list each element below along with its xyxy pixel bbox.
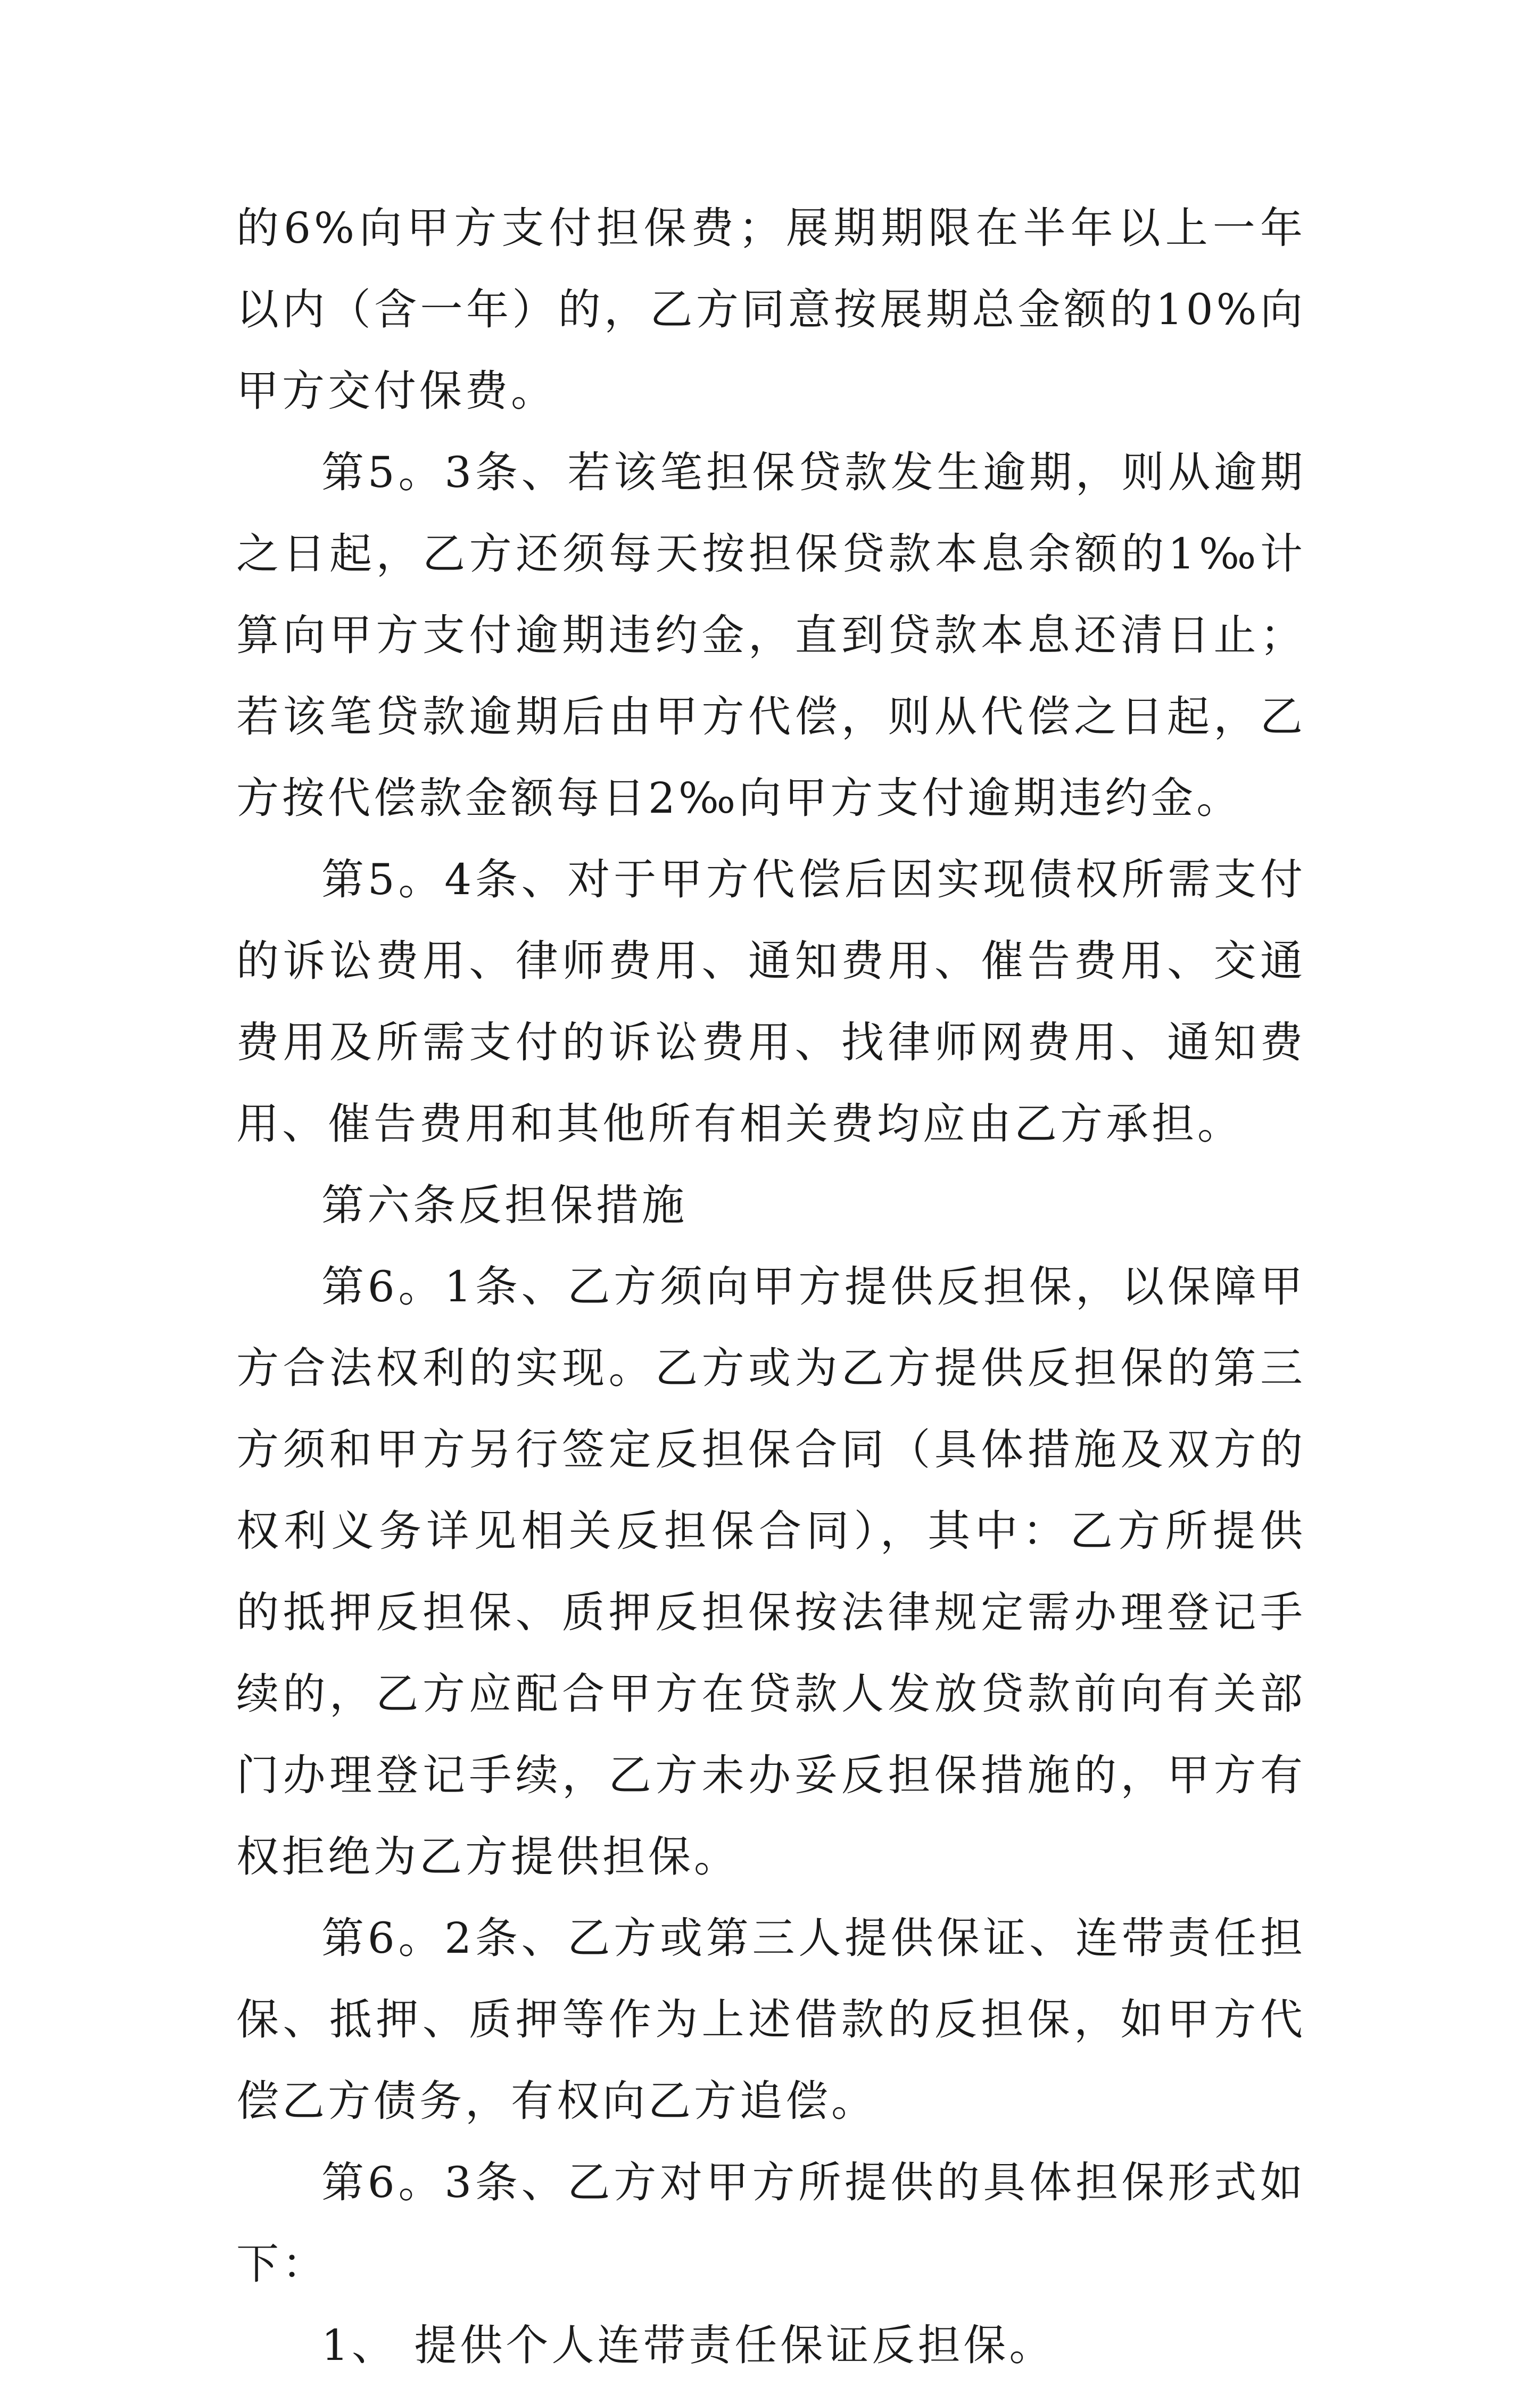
paragraph-article-6-1: 第6。1条、乙方须向甲方提供反担保，以保障甲方合法权利的实现。乙方或为乙方提供反担保的第三方须和甲方另行签定反担保合同（具体措施及双方的权利义务详见相关反担保合同），其中：乙方所提供的抵押反担保、质押反担保按法律规定需办理登记手续的，乙方应配合甲方在贷款人发放贷款前向有关部门办理登记手续，乙方未办妥反担保措施的，甲方有权拒绝为乙方提供担保。 <box>236 1262 1306 1881</box>
paragraph-article-6-2: 第6。2条、乙方或第三人提供保证、连带责任担保、抵押、质押等作为上述借款的反担保，如甲方代偿乙方债务，有权向乙方追偿。 <box>236 1913 1306 2126</box>
section-heading-article-6: 第六条反担保措施 <box>321 1180 688 1230</box>
paragraph-article-5-4: 第5。4条、对于甲方代偿后因实现债权所需支付的诉讼费用、律师费用、通知费用、催告费用、交通费用及所需支付的诉讼费用、找律师网费用、通知费用、催告费用和其他所有相关费均应由乙方承担。 <box>236 855 1306 1149</box>
paragraph-article-6-3: 第6。3条、乙方对甲方所提供的具体担保形式如下： <box>236 2158 1306 2289</box>
document-body <box>236 187 1306 2386</box>
list-item-1: 1、 提供个人连带责任保证反担保。 <box>321 2321 1055 2370</box>
paragraph-guarantee-fee: 的6%向甲方支付担保费；展期期限在半年以上一年以内（含一年）的，乙方同意按展期总金额的10%向甲方交付保费。 <box>236 203 1306 416</box>
paragraph-article-5-3: 第5。3条、若该笔担保贷款发生逾期，则从逾期之日起，乙方还须每天按担保贷款本息余额的1‰计算向甲方支付逾期违约金，直到贷款本息还清日止；若该笔贷款逾期后由甲方代偿，则从代偿之日起，乙方按代偿款金额每日2‰向甲方支付逾期违约金。 <box>236 448 1306 823</box>
